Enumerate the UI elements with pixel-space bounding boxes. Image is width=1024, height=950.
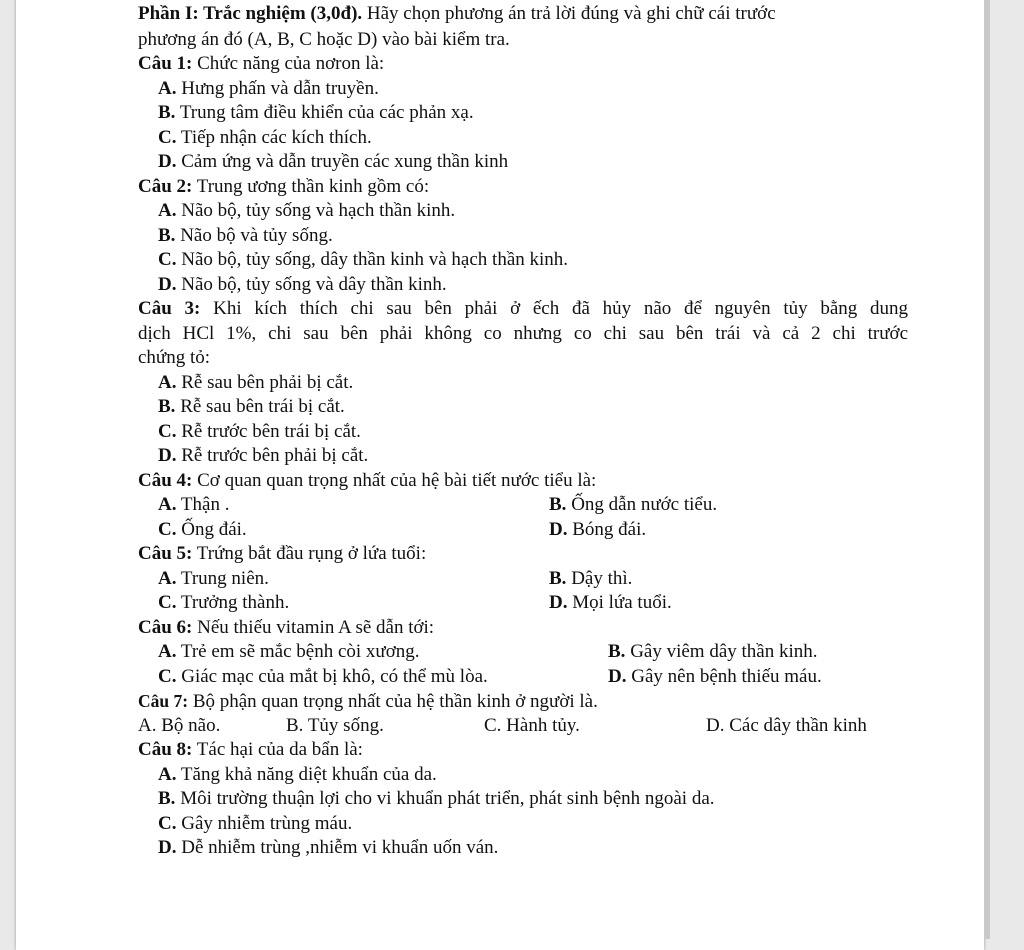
options-6-row-1 (138, 640, 908, 665)
option-8b: B. Môi trường thuận lợi cho vi khuẩn phát triển, phát sinh bệnh ngoài da. (158, 788, 715, 809)
option-7c: C. Hành tủy. (484, 714, 580, 736)
option-6a: A. Trẻ em sẽ mắc bệnh còi xương. (158, 641, 420, 662)
option-1b: B. Trung tâm điều khiển của các phản xạ. (158, 102, 474, 123)
options-4-row-1 (138, 493, 908, 518)
question-label: Câu 1: (138, 53, 193, 74)
option-2a: A. Não bộ, tủy sống và hạch thần kinh. (158, 200, 456, 221)
option-7a: A. Bộ não. (138, 714, 221, 736)
options-7-row (138, 714, 908, 739)
question-text: Cơ quan quan trọng nhất của hệ bài tiết nước tiểu là: (197, 469, 597, 491)
option-8c: C. Gây nhiễm trùng máu. (158, 812, 353, 834)
question-text: Tác hại của da bẩn là: (196, 739, 363, 760)
question-text: Chức năng của nơron là: (197, 53, 385, 74)
question-4 (138, 469, 908, 494)
option-4a: A. Thận . (158, 494, 230, 515)
question-text: Nếu thiếu vitamin A sẽ dẫn tới: (197, 616, 435, 638)
question-5 (138, 542, 908, 567)
option-8d: D. Dễ nhiễm trùng ,nhiễm vi khuẩn uốn ván. (158, 837, 499, 858)
option-5c: C. Trưởng thành. (158, 592, 290, 613)
question-text: Bộ phận quan trọng nhất của hệ thần kinh ở người là. (192, 691, 598, 712)
option-5b: B. Dậy thì. (549, 567, 633, 589)
question-label: Câu 8: (138, 739, 193, 760)
question-6 (138, 616, 908, 641)
document-content (138, 2, 908, 861)
question-label: Câu 6: (138, 616, 193, 638)
instruction-line-2: phương án đó (A, B, C hoặc D) vào bài kiểm tra. (138, 28, 510, 50)
option-6c: C. Giác mạc của mắt bị khô, có thể mù lòa. (158, 665, 488, 687)
question-8 (138, 738, 908, 763)
question-3 (138, 297, 908, 322)
option-4b: B. Ống dẫn nước tiểu. (549, 494, 718, 515)
question-label: Câu 5: (138, 543, 193, 564)
option-3b: B. Rễ sau bên trái bị cắt. (158, 396, 345, 417)
option-1c: C. Tiếp nhận các kích thích. (158, 126, 372, 148)
section-heading: Phần I: Trắc nghiệm (3,0đ). (138, 3, 363, 24)
option-7b: B. Tủy sống. (286, 714, 384, 736)
question-text: Trung ương thần kinh gồm có: (196, 175, 430, 197)
option-4c: C. Ống đái. (158, 518, 247, 540)
options-5-row-1 (138, 567, 908, 592)
option-3d: D. Rễ trước bên phải bị cắt. (158, 445, 369, 466)
question-label: Câu 7: (138, 691, 189, 711)
question-3-line-2: dịch HCl 1%, chi sau bên phải không co nhưng co chi sau bên trái và cả 2 chi trước (138, 322, 908, 344)
question-label: Câu 4: (138, 469, 193, 491)
option-1d: D. Cảm ứng và dẫn truyền các xung thần kinh (158, 151, 509, 172)
page-edge (984, 0, 990, 939)
option-8a: A. Tăng khả năng diệt khuẩn của da. (158, 763, 437, 785)
question-text-line-1: Khi kích thích chi sau bên phải ở ếch đã hủy não để nguyên tủy bằng dung (213, 298, 909, 319)
options-5-row-2 (138, 591, 908, 616)
question-7 (138, 689, 908, 714)
question-label: Câu 3: (138, 298, 201, 319)
section-heading-line (138, 2, 908, 27)
option-3c: C. Rễ trước bên trái bị cắt. (158, 420, 361, 442)
option-6b: B. Gây viêm dây thần kinh. (608, 641, 818, 662)
options-4-row-2 (138, 518, 908, 543)
option-6d: D. Gây nên bệnh thiếu máu. (608, 665, 822, 687)
question-2 (138, 175, 908, 200)
instruction-text: Hãy chọn phương án trả lời đúng và ghi chữ cái trước (366, 3, 776, 24)
question-3-line-3: chứng tỏ: (138, 347, 211, 368)
option-2b: B. Não bộ và tủy sống. (158, 224, 333, 246)
option-1a: A. Hưng phấn và dẫn truyền. (158, 77, 379, 99)
option-5d: D. Mọi lứa tuổi. (549, 592, 672, 613)
option-2c: C. Não bộ, tủy sống, dây thần kinh và hạch thần kinh. (158, 249, 569, 270)
option-4d: D. Bóng đái. (549, 518, 647, 540)
option-3a: A. Rễ sau bên phải bị cắt. (158, 371, 354, 393)
options-6-row-2 (138, 665, 908, 690)
question-1 (138, 52, 908, 77)
option-5a: A. Trung niên. (158, 567, 269, 589)
question-text: Trứng bắt đầu rụng ở lứa tuổi: (196, 543, 427, 564)
question-label: Câu 2: (138, 175, 193, 197)
option-2d: D. Não bộ, tủy sống và dây thần kinh. (158, 273, 447, 295)
option-7d: D. Các dây thần kinh (706, 714, 867, 736)
